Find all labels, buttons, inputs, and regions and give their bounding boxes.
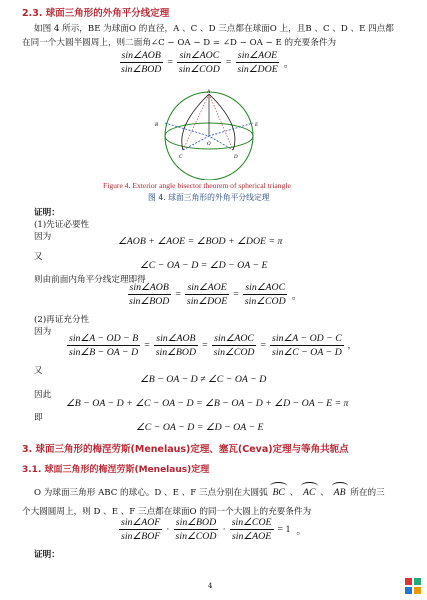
equation-d: $\frac{\sin\angle A - OD - B}{\sin\angle B - OA - D}$ = $\frac{\text{sin∠AOB}}{\text{sin∠BOD}}$ = $\frac{\text{sin∠AOC}}{\text{sin∠COD}}$ = $\frac{\sin\angle A - OD - C}{\sin\angle C - OA - D}$ , [69,333,351,358]
fraction-numerator: sin∠AOC [179,50,220,61]
equation-f: ∠B − OA − D + ∠C − OA − D = ∠B − OA − D + ∠D − OA − E = π [66,398,349,409]
because-label: 因为 [34,327,52,337]
fraction-numerator: sin∠COE [231,517,272,528]
text-span: 所在的三 [350,488,385,498]
because-label: 因为 [34,232,52,242]
fraction-denominator: sin∠BOD [121,64,162,75]
fraction-numerator: sin∠AOE [237,50,278,61]
fraction-numerator: sin∠AOC [214,333,254,344]
paragraph-line: 如图 4 所示，BE 为球面O 的直径，A 、C 、D 三点都在球面O 上，且B 、C 、D 、E 四点都 [34,24,394,34]
fraction-numerator: sin∠AOB [129,282,169,293]
label-c: C [179,155,183,160]
namely-label: 即 [34,413,43,423]
arc-bc: BC [272,487,285,498]
fraction-denominator: sin∠COD [175,531,217,542]
also-label: 又 [34,366,43,376]
also-label: 又 [34,252,43,262]
label-a: A [207,90,211,95]
figure-caption-cn: 图 4. 球面三角形的外角平分线定理 [148,193,270,202]
equation-c: $\frac{\text{sin∠AOB}}{\text{sin∠BOD}}$ = $\frac{\text{sin∠AOE}}{\text{sin∠DOE}}$ = $\frac{\text{sin∠AOC}}{\text{sin∠COD}}$ 。 [129,282,302,307]
section-heading-3: 3. 球面三角形的梅涅劳斯(Menelaus)定理、塞瓦(Ceva)定理与等角共轭点 [22,444,349,455]
label-o: O [207,142,211,147]
fraction-numerator: sin∠AOC [245,282,286,293]
fraction-denominator: sin∠AOE [231,531,272,542]
paragraph-line: 在同一个大圆半圆周上，则二面角∠C − OA − D = ∠D − OA − E 的充要条件为 [22,38,337,48]
equation-g: ∠C − OA − D = ∠D − OA − E [136,422,264,433]
label-b: B [155,123,159,128]
section-heading-3-1: 3.1. 球面三角形的梅涅劳斯(Menelaus)定理 [22,465,210,475]
equation-1: $\frac{\text{sin∠AOB}}{\text{sin∠BOD}}$ = $\frac{\text{sin∠AOC}}{\text{sin∠COD}}$ = $\frac{\text{sin∠AOE}}{\text{sin∠DOE}}$ 。 [121,50,294,75]
fraction-numerator: sin∠A − OD − C [272,333,342,344]
proof-label: 证明： [34,208,60,218]
fraction-numerator: sin∠AOB [121,50,161,61]
sphere-figure [150,88,268,180]
fraction-denominator: sin∠BOD [155,347,197,358]
arc-ab: AB [333,487,346,498]
fraction-denominator: sin∠B − OA − D [69,347,139,358]
equation-e: ∠B − OA − D ≠ ∠C − OA − D [140,374,267,385]
fraction-numerator: sin∠A − OD − B [69,333,139,344]
figure-caption-en: Figure 4. Exterior angle bisector theorem of spherical triangle [103,181,291,190]
equation-menelaus: $\frac{\text{sin∠AOF}}{\text{sin∠BOF}}$ · $\frac{\text{sin∠BOD}}{\text{sin∠COD}}$ · $\frac{\text{sin∠COE}}{\text{sin∠AOE}}$ = 1 。 [121,517,307,542]
paragraph-line: 个大圆圆周上，则 D 、E 、F 三点都在球面O 的同一个大圆上的充要条件为 [22,507,312,517]
fraction-denominator: sin∠C − OA − D [272,347,342,358]
sufficiency-label: (2)再证充分性 [34,315,90,325]
page-number: 4 [208,582,213,590]
fraction-denominator: sin∠COD [244,296,286,307]
equation-rhs: = 1 [277,524,291,535]
necessity-label: (1)先证必要性 [34,220,90,230]
fraction-denominator: sin∠COD [178,64,220,75]
text-span: O 为球面三角形 ABC 的球心。D 、E 、F 三点分别在大圆弧 [34,488,268,498]
label-e: E [255,123,259,128]
fraction-denominator: sin∠COD [213,347,255,358]
fraction-numerator: sin∠AOB [156,333,196,344]
fraction-denominator: sin∠DOE [186,296,228,307]
paragraph-line: O 为球面三角形 ABC 的球心。D 、E 、F 三点分别在大圆弧 BC 、 AC 、 AB 所在的三 [34,487,385,498]
fraction-numerator: sin∠AOF [121,517,161,528]
corner-logo-icon [405,578,421,594]
fraction-numerator: sin∠AOE [187,282,227,293]
therefore-label: 因此 [34,390,52,400]
fraction-denominator: sin∠BOD [129,296,170,307]
paragraph-line: 则由前面内角平分线定理即得 [34,275,146,285]
equation-b: ∠C − OA − D = ∠D − OA − E [140,260,268,271]
fraction-numerator: sin∠BOD [175,517,217,528]
equation-a: ∠AOB + ∠AOE = ∠BOD + ∠DOE = π [118,236,283,247]
fraction-denominator: sin∠DOE [237,64,278,75]
proof-label: 证明： [34,550,60,560]
section-heading-2-3: 2.3. 球面三角形的外角平分线定理 [22,8,170,19]
arc-ac: AC [303,487,316,498]
label-d: D [234,155,238,160]
fraction-denominator: sin∠BOF [121,531,161,542]
